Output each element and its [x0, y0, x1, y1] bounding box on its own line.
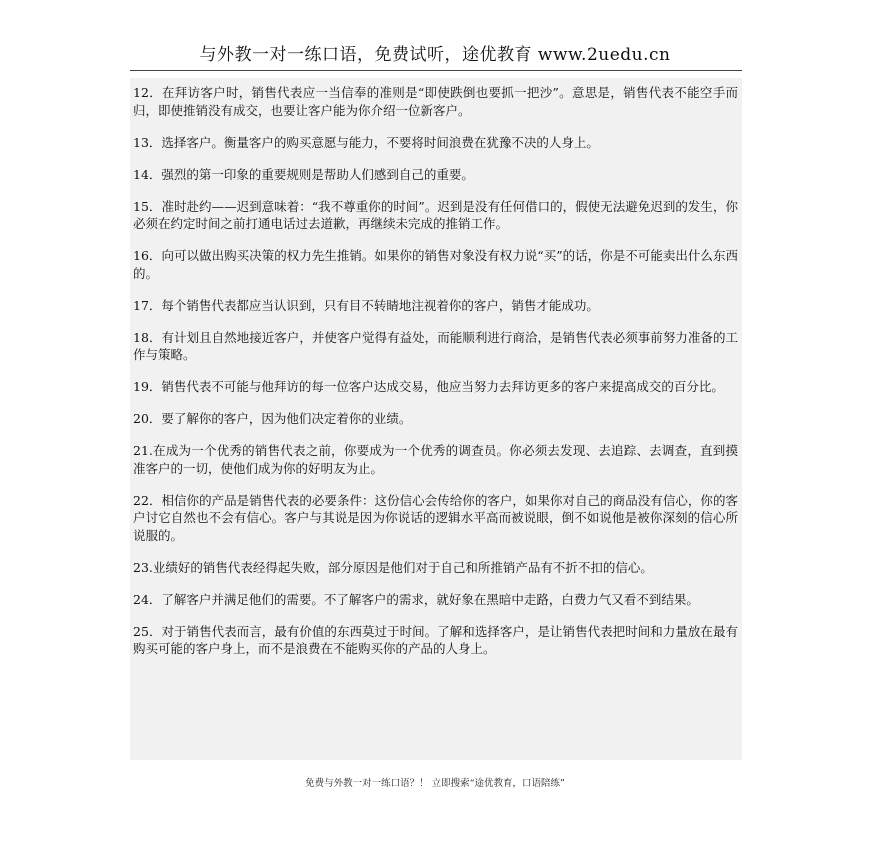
paragraph-23: 23.业绩好的销售代表经得起失败，部分原因是他们对于自己和所推销产品有不折不扣的信心。	[133, 559, 653, 575]
document-body	[130, 78, 742, 760]
paragraph-19: 19．销售代表不可能与他拜访的每一位客户达成交易，他应当努力去拜访更多的客户来提高成交的百分比。	[133, 379, 724, 394]
paragraph-25: 25．对于销售代表而言，最有价值的东西莫过于时间。了解和选择客户，是让销售代表把时间和力量放在最有购买可能的客户身上，而不是浪费在不能购买你的产品的人身上。	[133, 623, 738, 656]
paragraph-22: 22．相信你的产品是销售代表的必要条件：这份信心会传给你的客户，如果你对自己的商品没有信心，你的客户讨它自然也不会有信心。客户与其说是因为你说话的逻辑水平高而被说眼，倒不如说他是被你深刻的信心所说服的。	[133, 492, 738, 543]
paragraph-14: 14．强烈的第一印象的重要规则是帮助人们感到自己的重要。	[133, 166, 474, 182]
paragraph-24: 24．了解客户并满足他们的需要。不了解客户的需求，就好象在黑暗中走路，白费力气又看不到结果。	[133, 591, 699, 607]
paragraph-17: 17．每个销售代表都应当认识到，只有目不转睛地注视着你的客户，销售才能成功。	[133, 297, 599, 313]
paragraph-20: 20．要了解你的客户，因为他们决定着你的业绩。	[133, 411, 412, 426]
page-footer: 免费与外教一对一练口语？！ 立即搜索“途优教育，口语陪练”	[305, 778, 565, 789]
header-divider	[130, 70, 742, 71]
paragraph-12: 12．在拜访客户时，销售代表应一当信奉的准则是“即使跌倒也要抓一把沙”。意思是，销售代表不能空手而归，即使推销没有成交，也要让客户能为你介绍一位新客户。	[133, 85, 738, 118]
paragraph-16: 16．向可以做出购买决策的权力先生推销。如果你的销售对象没有权力说“买”的话，你是不可能卖出什么东西的。	[133, 248, 738, 281]
paragraph-21: 21.在成为一个优秀的销售代表之前，你要成为一个优秀的调查员。你必须去发现、去追踪、去调查，直到摸准客户的一切，使他们成为你的好明友为止。	[133, 443, 738, 476]
paragraph-18: 18．有计划且自然地接近客户，并使客户觉得有益处，而能顺利进行商洽，是销售代表必须事前努力准备的工作与策略。	[133, 329, 738, 362]
page-header: 与外教一对一练口语，免费试听，途优教育 www.2uedu.cn	[199, 45, 671, 65]
paragraph-15: 15．准时赴约——迟到意味着：“我不尊重你的时间”。迟到是没有任何借口的，假使无法避免迟到的发生，你必须在约定时间之前打通电话过去道歉，再继续未完成的推销工作。	[133, 198, 738, 231]
paragraph-13: 13．选择客户。衡量客户的购买意愿与能力，不要将时间浪费在犹豫不决的人身上。	[133, 134, 599, 150]
